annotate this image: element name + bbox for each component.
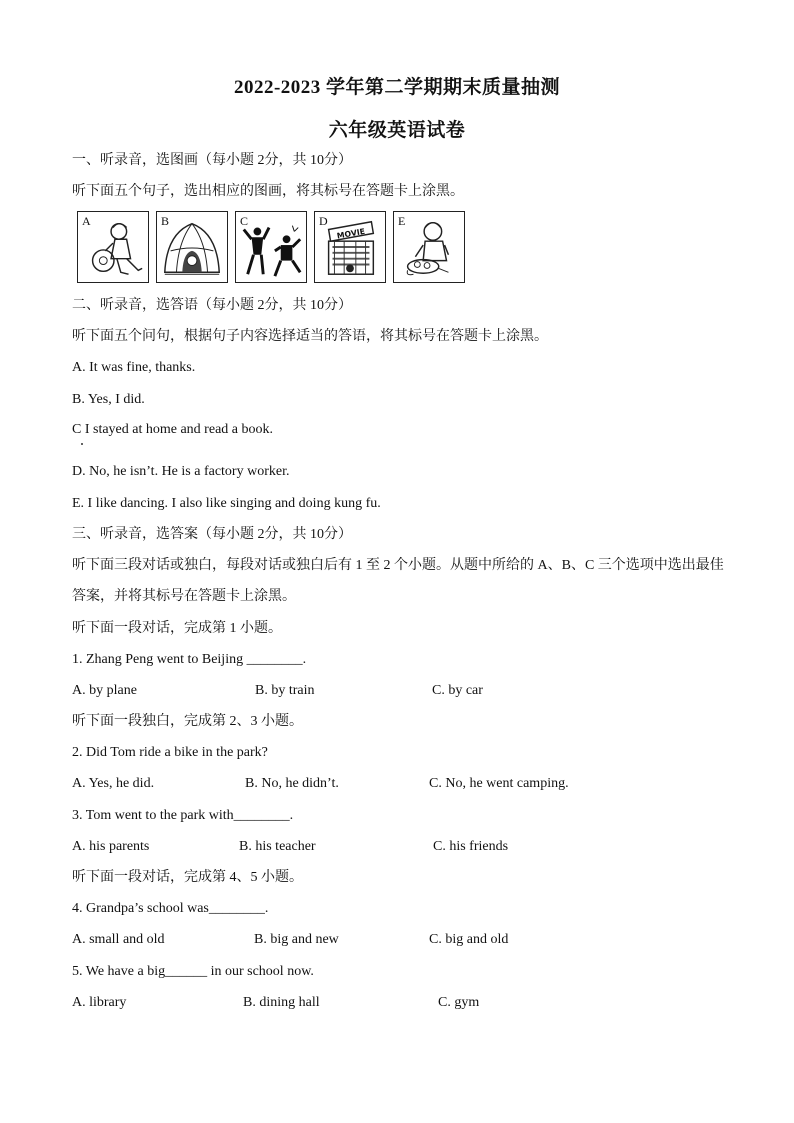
section3-instruction-line2: 答案，并将其标号在答题卡上涂黑。 — [72, 589, 296, 604]
question-4: 4. Grandpa’s school was________. — [72, 901, 269, 916]
answer-option-e: E. I like dancing. I also like singing and doing kung fu. — [72, 496, 381, 511]
section3-instruction-line1: 听下面三段对话或独白，每段对话或独白后有 1 至 2 个小题。从题中所给的 A、B、C 三个选项中选出最佳 — [72, 558, 724, 573]
question-1: 1. Zhang Peng went to Beijing ________. — [72, 652, 307, 667]
section3-heading: 三、听录音，选答案（每小题 2分，共 10分） — [72, 527, 352, 542]
answer-option-d: D. No, he isn’t. He is a factory worker. — [72, 464, 290, 479]
picture-d-label: D — [319, 214, 328, 228]
q1-option-b: B. by train — [255, 683, 315, 698]
question-5: 5. We have a big______ in our school now. — [72, 964, 314, 979]
section1-instruction: 听下面五个句子，选出相应的图画，将其标号在答题卡上涂黑。 — [72, 184, 464, 199]
q2-option-b: B. No, he didn’t. — [245, 776, 339, 791]
part2-intro: 听下面一段独白，完成第 2、3 小题。 — [72, 714, 303, 729]
picture-d — [314, 211, 386, 283]
q1-option-c: C. by car — [432, 683, 483, 698]
answer-option-b: B. Yes, I did. — [72, 392, 145, 407]
picture-a-label: A — [82, 214, 91, 228]
movie-theater-icon — [315, 212, 385, 282]
q3-option-c: C. his friends — [433, 839, 509, 854]
q2-option-a: A. Yes, he did. — [72, 776, 155, 791]
boy-with-bike-icon — [78, 212, 148, 282]
q3-option-b: B. his teacher — [239, 839, 316, 854]
picture-e — [393, 211, 465, 283]
camping-tent-icon — [157, 212, 227, 282]
stray-dot — [81, 443, 83, 445]
picture-e-label: E — [398, 214, 406, 228]
exam-title: 2022-2023 学年第二学期期末质量抽测 — [233, 77, 561, 98]
part1-intro: 听下面一段对话，完成第 1 小题。 — [72, 621, 282, 636]
picture-b-label: B — [161, 214, 170, 228]
q4-option-a: A. small and old — [72, 932, 165, 947]
exam-subtitle: 六年级英语试卷 — [328, 120, 466, 141]
q5-option-b: B. dining hall — [243, 995, 320, 1010]
answer-option-c: C I stayed at home and read a book. — [72, 422, 273, 437]
boy-washing-dishes-icon — [394, 212, 464, 282]
q5-option-c: C. gym — [438, 995, 480, 1010]
section2-instruction: 听下面五个问句，根据句子内容选择适当的答语，将其标号在答题卡上涂黑。 — [72, 329, 548, 344]
section1-heading: 一、听录音，选图画（每小题 2分，共 10分） — [72, 153, 352, 168]
section2-heading: 二、听录音，选答语（每小题 2分，共 10分） — [72, 298, 352, 313]
answer-option-a: A. It was fine, thanks. — [72, 360, 196, 375]
q4-option-c: C. big and old — [429, 932, 509, 947]
picture-b — [156, 211, 228, 283]
question-3: 3. Tom went to the park with________. — [72, 808, 294, 823]
picture-c — [235, 211, 307, 283]
picture-c-label: C — [240, 214, 249, 228]
q3-option-a: A. his parents — [72, 839, 150, 854]
part3-intro: 听下面一段对话，完成第 4、5 小题。 — [72, 870, 303, 885]
q2-option-c: C. No, he went camping. — [429, 776, 569, 791]
svg-text:MOVIE: MOVIE — [336, 226, 366, 241]
q4-option-b: B. big and new — [254, 932, 339, 947]
picture-a — [77, 211, 149, 283]
kung-fu-fighters-icon — [236, 212, 306, 282]
q1-option-a: A. by plane — [72, 683, 137, 698]
question-2: 2. Did Tom ride a bike in the park? — [72, 745, 268, 760]
q5-option-a: A. library — [72, 995, 127, 1010]
